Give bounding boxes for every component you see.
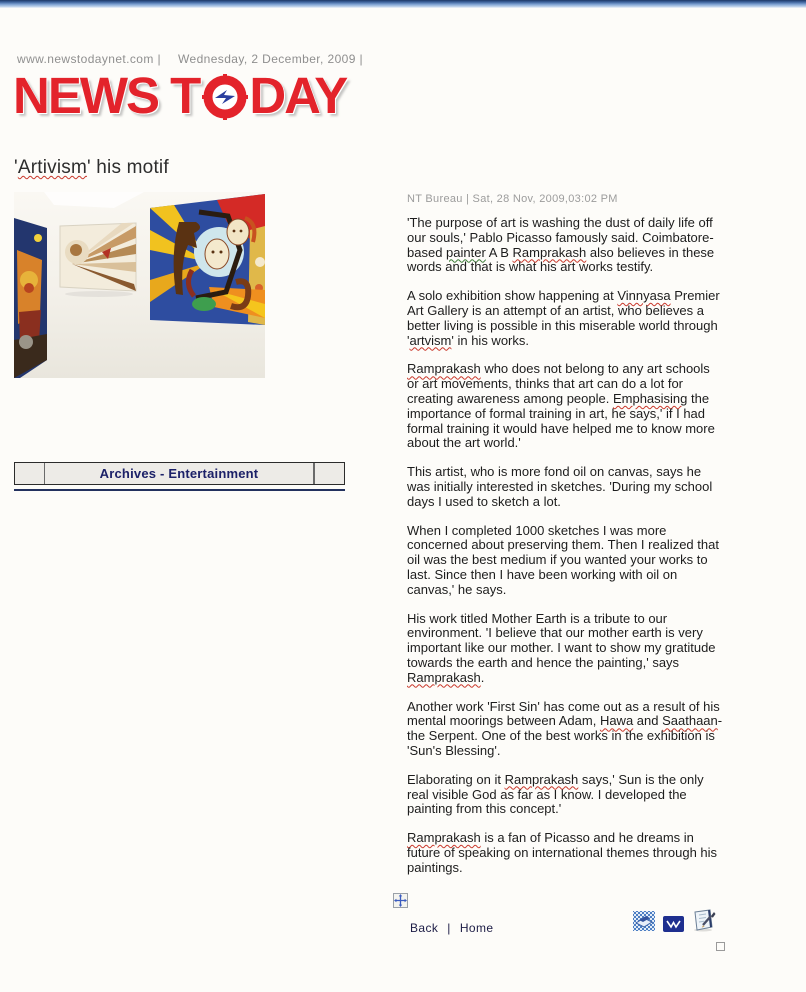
marked-word: Ramprakash	[407, 669, 481, 685]
footer-icons	[632, 908, 716, 937]
marked-word: Artivism	[17, 157, 87, 178]
text-run: A B	[485, 244, 513, 260]
logo-text-right: DAY	[249, 67, 347, 124]
footer-links	[410, 921, 493, 935]
article-paragraph	[407, 831, 723, 875]
article-body	[407, 216, 723, 875]
text-run: 'The purpose of art is washing the dust of daily life off our souls,' Pablo Picasso famously said. Coimbatore-based	[407, 215, 714, 260]
byline: NT Bureau | Sat, 28 Nov, 2009,03:02 PM	[407, 193, 618, 205]
text-run: When I completed 1000 sketches I was more concerned about preserving them. Then I realized that oil was the best medium if you wanted your works to last. Since then I have been working with oil on canvas,' he says.	[407, 522, 719, 597]
article-photo	[14, 192, 265, 378]
article-paragraph	[407, 773, 723, 817]
archives-bar[interactable]	[14, 462, 345, 485]
footer-separator: |	[447, 921, 451, 935]
news-today-logo[interactable]	[13, 68, 346, 124]
text-run: also believes in these words and that is what his art works testify.	[407, 244, 715, 275]
move-handle-icon[interactable]	[393, 893, 408, 908]
text-run: Elaborating on it	[407, 771, 505, 787]
article-paragraph	[407, 289, 723, 348]
text-run: who does not belong to any art schools or art movements, thinks that art can do a lot for creating awareness among people.	[407, 361, 710, 406]
marked-word: Ramprakash	[512, 244, 587, 260]
home-link[interactable]: Home	[459, 921, 494, 935]
archives-underline	[14, 489, 345, 491]
email-icon[interactable]	[663, 916, 684, 937]
archives-cell-right	[314, 463, 344, 484]
text-run: '	[14, 157, 18, 178]
marked-word: Ramprakash	[407, 830, 481, 846]
marked-word: Hawa	[599, 713, 634, 729]
text-run: Premier Art Gallery is an attempt of an artist, who believes a better living is possible in this miserable world through '	[407, 288, 720, 348]
top-gradient-bar	[0, 0, 806, 8]
back-link[interactable]: Back	[410, 921, 439, 935]
marked-word: Vinnyasa	[617, 288, 671, 304]
marked-word: Saathaan	[662, 713, 718, 729]
article-paragraph	[407, 612, 723, 686]
text-run: says,' Sun is the only real visible God as far as I know. I developed the painting from this concept.'	[407, 771, 704, 817]
marked-word: artvism	[409, 332, 452, 348]
logo-target-icon	[202, 74, 248, 120]
text-run: .	[480, 669, 485, 685]
text-run: is a fan of Picasso and he dreams in future of speaking on international themes through his paintings.	[407, 830, 718, 875]
archives-label[interactable]: Archives - Entertainment	[45, 463, 314, 484]
article-paragraph	[407, 465, 723, 509]
article-paragraph	[407, 524, 723, 598]
article-column	[407, 193, 723, 889]
archives-cell-left	[15, 463, 45, 484]
print-icon[interactable]	[632, 910, 656, 937]
marked-word: Ramprakash	[504, 771, 579, 787]
marked-word: Ramprakash	[407, 361, 481, 377]
gallery-paintings-image	[14, 192, 265, 378]
article-paragraph	[407, 216, 723, 275]
site-url-link[interactable]: www.newstodaynet.com |	[17, 52, 161, 66]
article-title	[14, 157, 169, 179]
write-feedback-icon[interactable]	[691, 908, 716, 937]
text-run: ' in his works.	[451, 332, 529, 348]
placeholder-square	[716, 942, 725, 951]
logo-text-left: NEWS T	[13, 67, 200, 124]
marked-word: painter	[446, 244, 486, 260]
text-run: This artist, who is more fond oil on canvas, says he was initially interested in sketches. 'During my school days I used to sketch a lot.	[407, 464, 713, 509]
text-run: His work titled Mother Earth is a tribute to our environment. 'I believe that our mother earth is very important like our mother. I want to show my gratitude towards the earth and hence the painting,' says	[407, 610, 716, 670]
text-run: and	[633, 713, 663, 729]
header-date: Wednesday, 2 December, 2009 |	[178, 52, 364, 66]
text-run: ' his motif	[86, 157, 169, 178]
text-run: - the Serpent. One of the best works in the exhibition is 'Sun's Blessing'.	[407, 713, 723, 758]
text-run: the importance of formal training in art, he says,' if I had formal training it would have helped me to know more about the art world.'	[407, 390, 715, 451]
article-paragraph	[407, 362, 723, 451]
text-run: A solo exhibition show happening at	[407, 288, 618, 304]
text-run: Another work 'First Sin' has come out as a result of his mental moorings between Adam,	[407, 698, 720, 729]
article-paragraph	[407, 700, 723, 759]
marked-word: Emphasising	[612, 390, 688, 406]
